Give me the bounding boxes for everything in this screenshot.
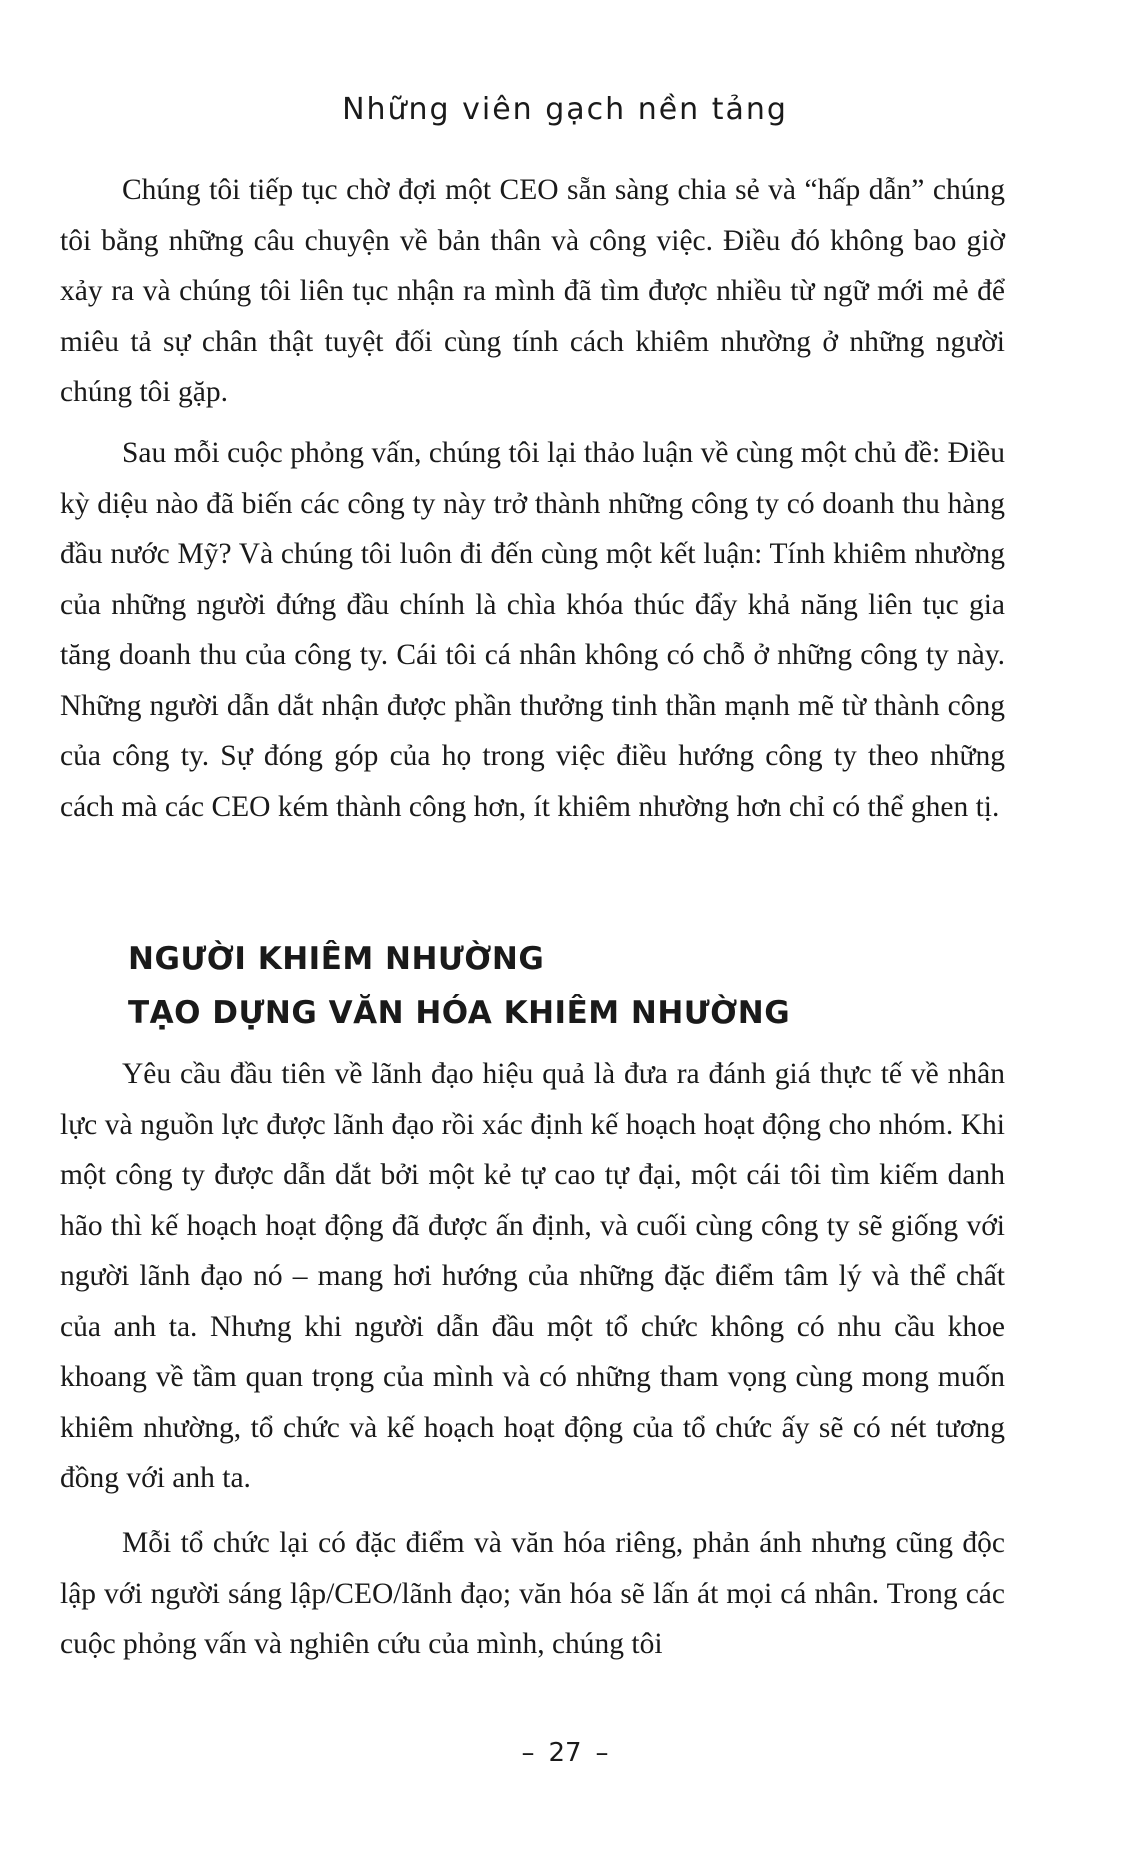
page-number: 27 (548, 1738, 582, 1768)
text-block-intro (60, 165, 1005, 418)
section-heading-line-1: NGƯỜI KHIÊM NHƯỜNG (128, 941, 545, 977)
text-block-interviews (60, 428, 1005, 832)
page-number-dash-left: – (521, 1738, 535, 1768)
section-heading (128, 932, 790, 1040)
body-paragraph-3: Yêu cầu đầu tiên về lãnh đạo hiệu quả là đưa ra đánh giá thực tế về nhân lực và nguồn lực được lãnh đạo rồi xác định kế hoạch hoạt động cho nhóm. Khi một công ty được dẫn dắt bởi một kẻ tự cao tự đại, một cái tôi tìm kiếm danh hão thì kế hoạch hoạt động đã được ấn định, và cuối cùng công ty sẽ giống với người lãnh đạo nó – mang hơi hướng của những đặc điểm tâm lý và thể chất của anh ta. Nhưng khi người dẫn đầu một tổ chức không có nhu cầu khoe khoang về tầm quan trọng của mình và có những tham vọng cùng mong muốn khiêm nhường, tổ chức và kế hoạch hoạt động của tổ chức ấy sẽ có nét tương đồng với anh ta. (60, 1058, 1005, 1494)
body-paragraph-2: Sau mỗi cuộc phỏng vấn, chúng tôi lại thảo luận về cùng một chủ đề: Điều kỳ diệu nào đã biến các công ty này trở thành những công ty có doanh thu hàng đầu nước Mỹ? Và chúng tôi luôn đi đến cùng một kết luận: Tính khiêm nhường của những người đứng đầu chính là chìa khóa thúc đẩy khả năng liên tục gia tăng doanh thu của công ty. Cái tôi cá nhân không có chỗ ở những công ty này. Những người dẫn dắt nhận được phần thưởng tinh thần mạnh mẽ từ thành công của công ty. Sự đóng góp của họ trong việc điều hướng công ty theo những cách mà các CEO kém thành công hơn, ít khiêm nhường hơn chỉ có thể ghen tị. (60, 437, 1005, 823)
body-paragraph-4: Mỗi tổ chức lại có đặc điểm và văn hóa riêng, phản ánh nhưng cũng độc lập với người sáng lập/CEO/lãnh đạo; văn hóa sẽ lấn át mọi cá nhân. Trong các cuộc phỏng vấn và nghiên cứu của mình, chúng tôi (60, 1527, 1005, 1660)
page-number-footer (0, 1738, 1130, 1768)
text-block-leadership (60, 1049, 1005, 1504)
text-block-culture (60, 1518, 1005, 1670)
body-paragraph-1: Chúng tôi tiếp tục chờ đợi một CEO sẵn sàng chia sẻ và “hấp dẫn” chúng tôi bằng những câu chuyện về bản thân và công việc. Điều đó không bao giờ xảy ra và chúng tôi liên tục nhận ra mình đã tìm được nhiều từ ngữ mới mẻ để miêu tả sự chân thật tuyệt đối cùng tính cách khiêm nhường ở những người chúng tôi gặp. (60, 174, 1005, 408)
section-heading-line-2: TẠO DỰNG VĂN HÓA KHIÊM NHƯỜNG (128, 995, 791, 1031)
page-number-dash-right: – (595, 1738, 609, 1768)
running-header: Những viên gạch nền tảng (342, 92, 788, 127)
